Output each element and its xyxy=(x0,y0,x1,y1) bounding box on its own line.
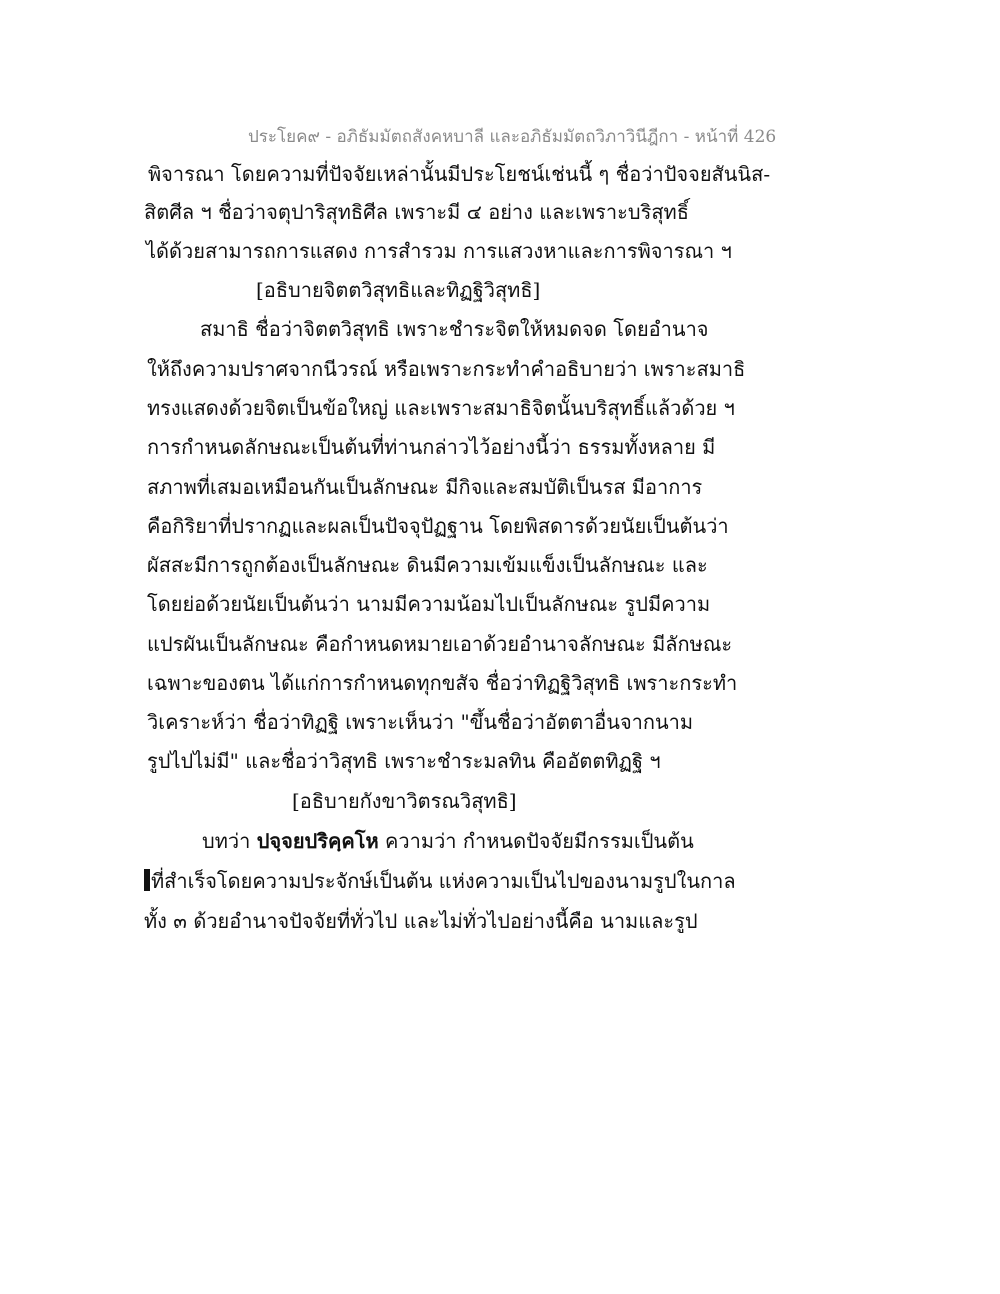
text-line-1: พิจารณา โดยความที่ปัจจัยเหล่านั้นมีประโยชน์เช่นนี้ ๆ ชื่อว่าปัจจยสันนิส- xyxy=(148,162,771,186)
text-line-17-content: ที่สำเร็จโดยความประจักษ์เป็นต้น แห่งความเป็นไปของนามรูปในกาล xyxy=(151,869,736,893)
para-rest: ความว่า กำหนดปัจจัยมีกรรมเป็นต้น xyxy=(378,829,694,853)
text-cursor-mark xyxy=(144,869,150,891)
text-line-2: สิตศีล ฯ ชื่อว่าจตุปาริสุทธิศีล เพราะมี ๔ อย่าง และเพราะบริสุทธิ์ xyxy=(144,200,689,224)
text-line-8: สภาพที่เสมอเหมือนกันเป็นลักษณะ มีกิจและสมบัติเป็นรส มีอาการ xyxy=(147,475,703,499)
text-line-18: ทั้ง ๓ ด้วยอำนาจปัจจัยที่ทั่วไป และไม่ทั่วไปอย่างนี้คือ นามและรูป xyxy=(144,909,698,933)
text-line-9: คือกิริยาที่ปรากฏและผลเป็นปัจจุปัฏฐาน โดยพิสดารด้วยนัยเป็นต้นว่า xyxy=(147,514,729,538)
text-line-16 xyxy=(202,826,694,856)
text-line-15: รูปไปไม่มี" และชื่อว่าวิสุทธิ เพราะชำระมลทิน คืออัตตทิฏฐิ ฯ xyxy=(147,749,661,773)
para-lead: บทว่า xyxy=(202,829,257,853)
pali-term: ปจฺจยปริคฺคโห xyxy=(256,829,379,853)
text-line-17 xyxy=(144,866,736,896)
text-line-4: สมาธิ ชื่อว่าจิตตวิสุทธิ เพราะชำระจิตให้หมดจด โดยอำนาจ xyxy=(200,317,709,341)
section-heading-citta-ditthi: [อธิบายจิตตวิสุทธิและทิฏฐิวิสุทธิ] xyxy=(256,278,541,302)
text-line-6: ทรงแสดงด้วยจิตเป็นข้อใหญ่ และเพราะสมาธิจิตนั้นบริสุทธิ์แล้วด้วย ฯ xyxy=(147,396,735,420)
text-line-13: เฉพาะของตน ได้แก่การกำหนดทุกขสัจ ชื่อว่าทิฏฐิวิสุทธิ เพราะกระทำ xyxy=(147,671,738,695)
text-line-12: แปรผันเป็นลักษณะ คือกำหนดหมายเอาด้วยอำนาจลักษณะ มีลักษณะ xyxy=(147,632,733,656)
section-heading-kankha: [อธิบายกังขาวิตรณวิสุทธิ] xyxy=(292,789,517,813)
text-line-5: ให้ถึงความปราศจากนีวรณ์ หรือเพราะกระทำคำอธิบายว่า เพราะสมาธิ xyxy=(147,357,746,381)
page-header: ประโยค๙ - อภิธัมมัตถสังคหบาลี และอภิธัมมัตถวิภาวินีฎีกา - หน้าที่ 426 xyxy=(248,127,777,147)
text-line-10: ผัสสะมีการถูกต้องเป็นลักษณะ ดินมีความเข้มแข็งเป็นลักษณะ และ xyxy=(147,553,708,577)
text-line-3: ได้ด้วยสามารถการแสดง การสำรวม การแสวงหาและการพิจารณา ฯ xyxy=(146,239,732,263)
text-line-14: วิเคราะห์ว่า ชื่อว่าทิฏฐิ เพราะเห็นว่า "ขึ้นชื่อว่าอัตตาอื่นจากนาม xyxy=(147,710,694,734)
text-line-11: โดยย่อด้วยนัยเป็นต้นว่า นามมีความน้อมไปเป็นลักษณะ รูปมีความ xyxy=(147,592,711,616)
text-line-7: การกำหนดลักษณะเป็นต้นที่ท่านกล่าวไว้อย่างนี้ว่า ธรรมทั้งหลาย มี xyxy=(147,435,716,459)
